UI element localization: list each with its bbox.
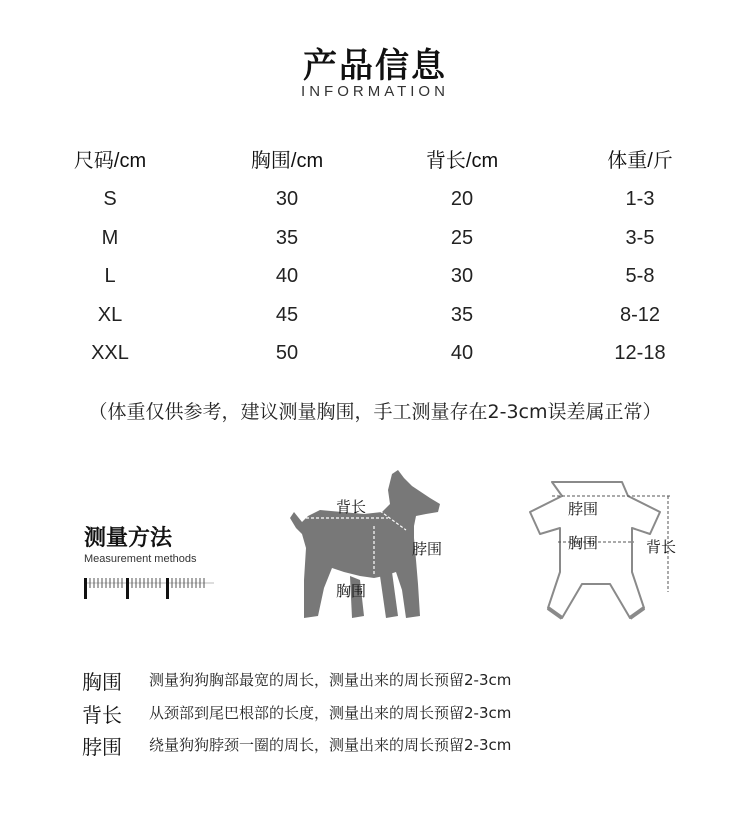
column-header: 背长/cm <box>425 150 499 172</box>
table-row <box>0 265 750 295</box>
table-cell: 30 <box>275 188 299 210</box>
method-subtitle: Measurement methods <box>84 553 197 565</box>
dog-label-back: 背长 <box>336 498 367 516</box>
method-title: 测量方法 <box>84 526 173 551</box>
definition-text: 绕量狗狗脖颈一圈的周长，测量出来的周长预留2-3cm <box>149 736 512 754</box>
table-cell: L <box>104 265 116 287</box>
table-cell: XXL <box>91 342 129 364</box>
suit-label-back: 背长 <box>646 538 677 556</box>
table-cell: 1-3 <box>625 188 655 210</box>
table-row <box>0 342 750 372</box>
suit-label-chest: 胸围 <box>568 534 599 552</box>
dog-label-chest: 胸围 <box>336 582 367 600</box>
table-cell: 30 <box>450 265 474 287</box>
dog-measurement-diagram <box>280 468 460 628</box>
weight-note: （体重仅供参考，建议测量胸围，手工测量存在2-3cm误差属正常） <box>88 401 662 423</box>
definition-term: 脖围 <box>82 735 122 759</box>
table-row <box>0 227 750 257</box>
page-subtitle: INFORMATION <box>301 83 449 100</box>
suit-measurement-diagram <box>510 472 700 627</box>
table-cell: 40 <box>275 265 299 287</box>
table-cell: 35 <box>450 304 474 326</box>
table-cell: 20 <box>450 188 474 210</box>
column-header: 尺码/cm <box>73 150 147 172</box>
table-cell: 8-12 <box>619 304 661 326</box>
table-cell: XL <box>97 304 123 326</box>
page-title: 产品信息 <box>303 46 447 86</box>
table-row <box>0 304 750 334</box>
table-cell: S <box>103 188 117 210</box>
definition-text: 从颈部到尾巴根部的长度，测量出来的周长预留2-3cm <box>149 704 512 722</box>
definition-term: 胸围 <box>82 670 122 694</box>
table-cell: 25 <box>450 227 474 249</box>
ruler-icon <box>84 575 214 601</box>
table-cell: 40 <box>450 342 474 364</box>
table-cell: 50 <box>275 342 299 364</box>
table-cell: 5-8 <box>625 265 655 287</box>
table-cell: 3-5 <box>625 227 655 249</box>
column-header: 胸围/cm <box>250 150 324 172</box>
column-header: 体重/斤 <box>607 150 673 172</box>
table-cell: 12-18 <box>614 342 666 364</box>
definition-text: 测量狗狗胸部最宽的周长，测量出来的周长预留2-3cm <box>149 671 512 689</box>
dog-label-neck: 脖围 <box>412 540 443 558</box>
table-header-row <box>0 144 750 174</box>
table-cell: 35 <box>275 227 299 249</box>
table-row <box>0 188 750 218</box>
definition-term: 背长 <box>82 703 122 727</box>
table-cell: 45 <box>275 304 299 326</box>
suit-label-neck: 脖围 <box>568 500 599 518</box>
table-cell: M <box>101 227 119 249</box>
